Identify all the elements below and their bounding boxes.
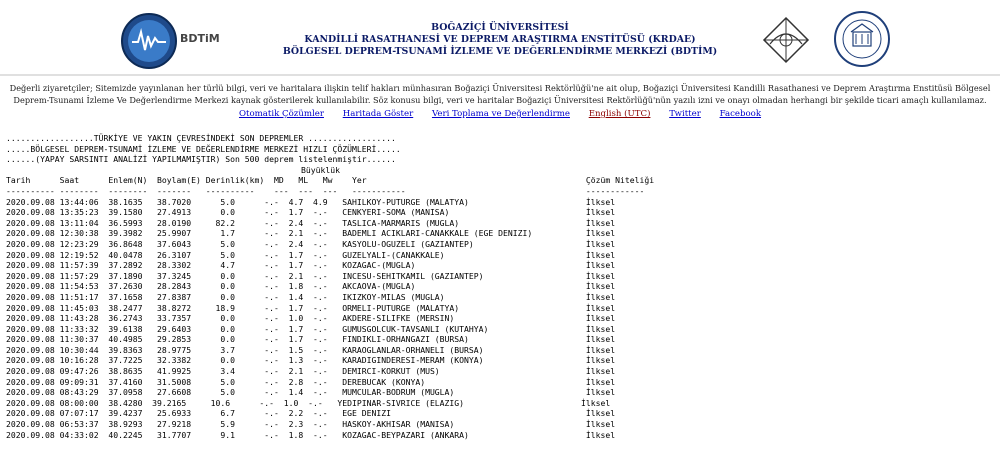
table-row: 2020.09.08 09:09:31 37.4160 31.5008 5.0 -.- 2.8 -.- DEREBUCAK (KONYA) İlksel xyxy=(6,376,616,387)
header xyxy=(0,0,1000,74)
bdtim-logo-label: BDTiM xyxy=(180,32,220,45)
table-row: 2020.09.08 12:23:29 36.8648 37.6043 5.0 -.- 2.4 -.- KASYOLU-OGUZELI (GAZIANTEP) İlksel xyxy=(6,238,616,249)
table-row: 2020.09.08 13:35:23 39.1580 27.4913 0.0 -.- 1.7 -.- CENKYERI-SOMA (MANISA) İlksel xyxy=(6,207,616,218)
kandilli-emblem-icon xyxy=(760,14,812,66)
copyright-notice: Değerli ziyaretçiler; Sitemizde yayınlanan her türlü bilgi, veri ve haritalara ilişkin telif hakları münhasıran Boğaziçi Üniversitesi Rektörlüğü'ne ait olup, Boğaziçi Üniversitesi Kandilli Rasathanesi ve Deprem Araştırma Enstitüsü Bölgesel Deprem-Tsunami İzleme Ve Değerlendirme Merkezi kaynak gösterilerek kullanılabilir. Söz konusu bilgi, veri ve haritalar Boğaziçi Üniversitesi Rektörlüğü'nün yazılı izni ve onayı olmadan herhangi bir şekilde ticari amaçlı kullanılamaz. xyxy=(9,83,991,105)
table-row: 2020.09.08 11:30:37 40.4985 29.2853 0.0 -.- 1.7 -.- FINDIKLI-ORHANGAZI (BURSA) İlksel xyxy=(6,334,616,345)
university-seal-icon xyxy=(833,10,891,68)
link-twitter[interactable]: Twitter xyxy=(669,109,701,119)
table-row: 2020.09.08 11:57:39 37.2892 28.3302 4.7 -.- 1.7 -.- KOZAGAC-(MUGLA) İlksel xyxy=(6,260,616,271)
kandilli-logo[interactable] xyxy=(760,14,812,66)
table-row: 2020.09.08 10:30:44 39.8363 28.9775 3.7 -.- 1.5 -.- KARAOGLANLAR-ORHANELI (BURSA) İlksel xyxy=(6,344,616,355)
table-row: 2020.09.08 11:43:28 36.2743 33.7357 0.0 -.- 1.0 -.- AKDERE-SILIFKE (MERSIN) İlksel xyxy=(6,313,616,324)
link-show-on-map[interactable]: Haritada Göster xyxy=(342,109,414,119)
link-english[interactable]: English (UTC) xyxy=(588,109,651,119)
magnitude-group-label xyxy=(6,165,996,176)
table-row: 2020.09.08 11:33:32 39.6138 29.6403 0.0 -.- 1.7 -.- GUMUSGOLCUK-TAVSANLI (KUTAHYA) İlksel xyxy=(6,323,616,334)
buyukluk-label: Büyüklük xyxy=(301,164,340,175)
table-row: 2020.09.08 09:47:26 38.8635 41.9925 3.4 -.- 2.1 -.- DEMIRCI-KORKUT (MUS) İlksel xyxy=(6,366,616,377)
title-line-university: BOĞAZİÇİ ÜNİVERSİTESİ xyxy=(431,22,569,33)
list-heading-3: ......(YAPAY SARSINTI ANALİZİ YAPILMAMIŞTIR) Son 500 deprem listelenmiştir...... xyxy=(6,154,396,165)
table-row: 2020.09.08 13:44:06 38.1635 38.7020 5.0 -.- 4.7 4.9 SAHILKOY-PUTURGE (MALATYA) İlksel xyxy=(6,196,616,207)
list-heading-1: ..................TÜRKİYE VE YAKIN ÇEVRESİNDEKİ SON DEPREMLER .................. xyxy=(6,133,396,143)
table-row: 2020.09.08 11:54:53 37.2630 28.2843 0.0 -.- 1.8 -.- AKCAOVA-(MUGLA) İlksel xyxy=(6,281,616,292)
table-row: 2020.09.08 06:53:37 38.9293 27.9218 5.9 -.- 2.3 -.- HASKOY-AKHISAR (MANISA) İlksel xyxy=(6,419,616,430)
university-seal[interactable] xyxy=(833,10,891,68)
table-row: 2020.09.08 04:33:02 40.2245 31.7707 9.1 -.- 1.8 -.- KOZAGAC-BEYPAZARI (ANKARA) İlksel xyxy=(6,429,616,440)
title-line-center: BÖLGESEL DEPREM-TSUNAMİ İZLEME VE DEĞERLENDİRME MERKEZİ (BDTİM) xyxy=(282,46,718,57)
column-separator: ---------- -------- -------- ------- ---------- --- --- --- ----------- ------------ xyxy=(6,185,645,196)
table-row: 2020.09.08 11:57:29 37.1890 37.3245 0.0 -.- 2.1 -.- INCESU-SEHITKAMIL (GAZIANTEP) İlksel xyxy=(6,270,616,281)
link-facebook[interactable]: Facebook xyxy=(719,109,762,119)
table-row: 2020.09.08 07:07:17 39.4237 25.6933 6.7 -.- 2.2 -.- EGE DENIZI İlksel xyxy=(6,408,616,419)
link-data-collection[interactable]: Veri Toplama ve Değerlendirme xyxy=(431,109,570,119)
table-row: 2020.09.08 13:11:04 36.5993 28.0190 82.2 -.- 2.4 -.- TASLICA-MARMARIS (MUGLA) İlksel xyxy=(6,217,616,228)
table-row: 2020.09.08 10:16:28 37.7225 32.3382 0.0 -.- 1.3 -.- KARADIGINDERESI-MERAM (KONYA) İlksel xyxy=(6,355,616,366)
top-links xyxy=(0,109,1000,119)
list-heading-2: .....BÖLGESEL DEPREM-TSUNAMİ İZLEME VE DEĞERLENDİRME MERKEZİ HIZLI ÇÖZÜMLERİ..... xyxy=(6,143,401,154)
table-row: 2020.09.08 08:00:00 38.4280 39.2165 10.6 -.- 1.0 -.- YEDIPINAR-SIVRICE (ELAZIG) İlksel xyxy=(6,397,611,408)
table-row: 2020.09.08 12:19:52 40.0478 26.3107 5.0 -.- 1.7 -.- GUZELYALI-(CANAKKALE) İlksel xyxy=(6,249,616,260)
table-row: 2020.09.08 08:43:29 37.0958 27.6608 5.0 -.- 1.4 -.- MUMCULAR-BODRUM (MUGLA) İlksel xyxy=(6,387,616,398)
title-line-institute: KANDİLLİ RASATHANESİ VE DEPREM ARAŞTIRMA ENSTİTÜSÜ (KRDAE) xyxy=(304,34,696,45)
link-automatic-solutions[interactable]: Otomatik Çözümler xyxy=(238,109,324,119)
table-row: 2020.09.08 12:30:38 39.3982 25.9907 1.7 -.- 2.1 -.- BADEMLI ACIKLARI-CANAKKALE (EGE DENIZI) İlksel xyxy=(6,228,616,239)
table-row: 2020.09.08 11:45:03 38.2477 38.8272 18.9 -.- 1.7 -.- ORMELI-PUTURGE (MALATYA) İlksel xyxy=(6,302,616,313)
earthquake-rows xyxy=(6,197,996,441)
column-header: Tarih Saat Enlem(N) Boylam(E) Derinlik(km) MD ML Mw Yer Çözüm Niteliği xyxy=(6,175,655,186)
earthquake-list xyxy=(6,133,996,440)
table-row: 2020.09.08 11:51:17 37.1658 27.8387 0.0 -.- 1.4 -.- IKIZKOY-MILAS (MUGLA) İlksel xyxy=(6,291,616,302)
header-divider xyxy=(0,74,1000,76)
